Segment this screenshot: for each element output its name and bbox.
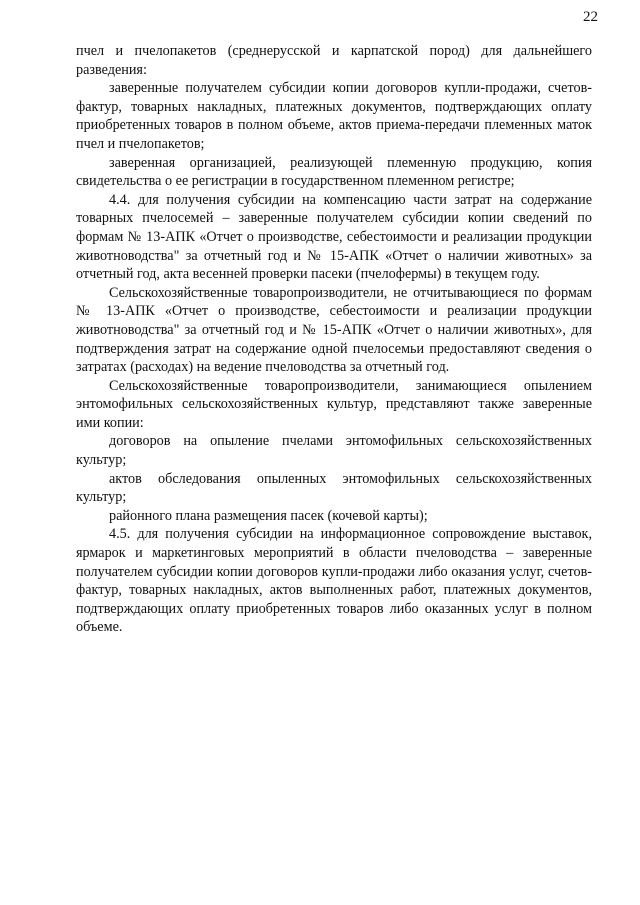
paragraph-breeding-certificate: заверенная организацией, реализующей племенную продукцию, копия свидетельства о ее регистрации в государственном племенном регистре; xyxy=(76,154,592,190)
paragraph-non-reporting-producers: Сельскохозяйственные товаропроизводители, не отчитывающиеся по формам № 13-АПК «Отчет о производстве, себестоимости и реализации продукции животноводства" за отчетный год и № 15-АПК «Отчет о наличии животных», для подтверждения затрат на содержание одной пчелосемьи предоставляют сведения о затратах (расходах) на ведение пчеловодства за отчетный год. xyxy=(76,284,592,376)
paragraph-purchase-documents: заверенные получателем субсидии копии договоров купли-продажи, счетов-фактур, товарных накладных, платежных документов, подтверждающих оплату приобретенных товаров в полном объеме, актов приема-передачи племенных маток пчел и пчелопакетов; xyxy=(76,80,592,152)
paragraph-pollination-producers: Сельскохозяйственные товаропроизводители, занимающиеся опылением энтомофильных сельскохозяйственных культур, представляют также заверенные ими копии: xyxy=(76,377,592,431)
paragraph-inspection-acts: актов обследования опыленных энтомофильных сельскохозяйственных культур; xyxy=(76,470,592,506)
document-body xyxy=(76,42,592,637)
paragraph-apiary-plan: районного плана размещения пасек (кочевой карты); xyxy=(109,507,428,524)
paragraph-4-5: 4.5. для получения субсидии на информационное сопровождение выставок, ярмарок и маркетинговых мероприятий в области пчеловодства – заверенные получателем субсидии копии договоров купли-продажи либо оказания услуг, счетов-фактур, товарных накладных, актов выполненных работ, платежных документов, подтверждающих оплату приобретенных товаров либо оказанных услуг в полном объеме. xyxy=(76,526,592,636)
paragraph-continuation: пчел и пчелопакетов (среднерусской и карпатской пород) для дальнейшего разведения: xyxy=(76,43,592,78)
page-number: 22 xyxy=(583,9,598,25)
paragraph-pollination-contracts: договоров на опыление пчелами энтомофильных сельскохозяйственных культур; xyxy=(76,433,592,469)
paragraph-4-4: 4.4. для получения субсидии на компенсацию части затрат на содержание товарных пчелосемей – заверенные получателем субсидии копии сведений по формам № 13-АПК «Отчет о производстве, себестоимости и реализации продукции животноводства" за отчетный год и № 15-АПК «Отчет о наличии животных» за отчетный год, акта весенней проверки пасеки (пчелофермы) в текущем году. xyxy=(76,191,592,283)
